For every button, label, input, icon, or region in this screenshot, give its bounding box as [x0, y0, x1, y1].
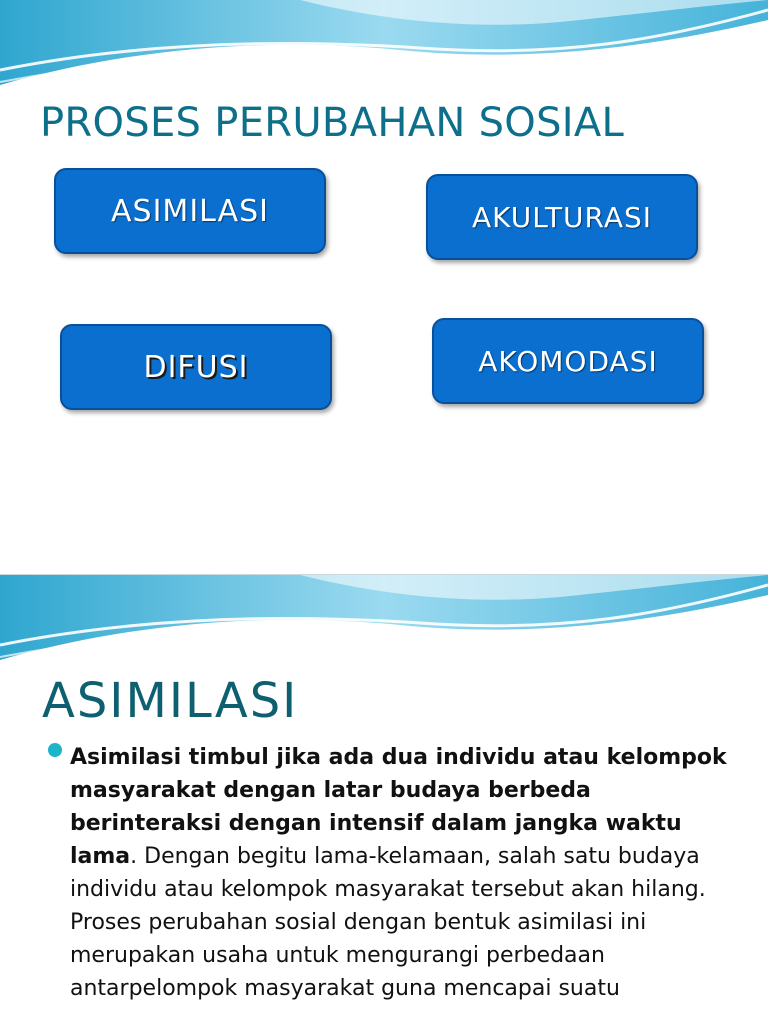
wave-header-decoration [0, 575, 768, 670]
akulturasi-box [426, 174, 698, 260]
asimilasi-box [54, 168, 326, 254]
akomodasi-label: AKOMODASI [478, 344, 658, 378]
paragraph-regular-text: . Dengan begitu lama-kelamaan, salah satu budaya individu atau kelompok masyarakat tersebut akan hilang. Proses perubahan sosial dengan bentuk asimilasi ini merupakan usaha untuk mengurangi perbedaan antarpelompok masyarakat guna mencapai suatu [70, 844, 706, 1001]
body-paragraph [70, 741, 740, 1005]
bullet-dot-icon [48, 743, 62, 757]
asimilasi-label: ASIMILASI [111, 193, 269, 229]
slide-asimilasi [0, 575, 768, 1024]
slide-title: PROSES PERUBAHAN SOSIAL [40, 100, 625, 146]
akomodasi-box [432, 318, 704, 404]
difusi-box [60, 324, 332, 410]
slide-title: ASIMILASI [42, 673, 299, 729]
wave-header-decoration [0, 0, 768, 95]
difusi-label: DIFUSI [143, 349, 249, 385]
akulturasi-label: AKULTURASI [471, 200, 653, 234]
paragraph-bold-text: Asimilasi timbul jika ada dua individu atau kelompok masyarakat dengan latar budaya berbeda berinteraksi dengan intensif dalam jangka waktu lama [70, 745, 727, 869]
